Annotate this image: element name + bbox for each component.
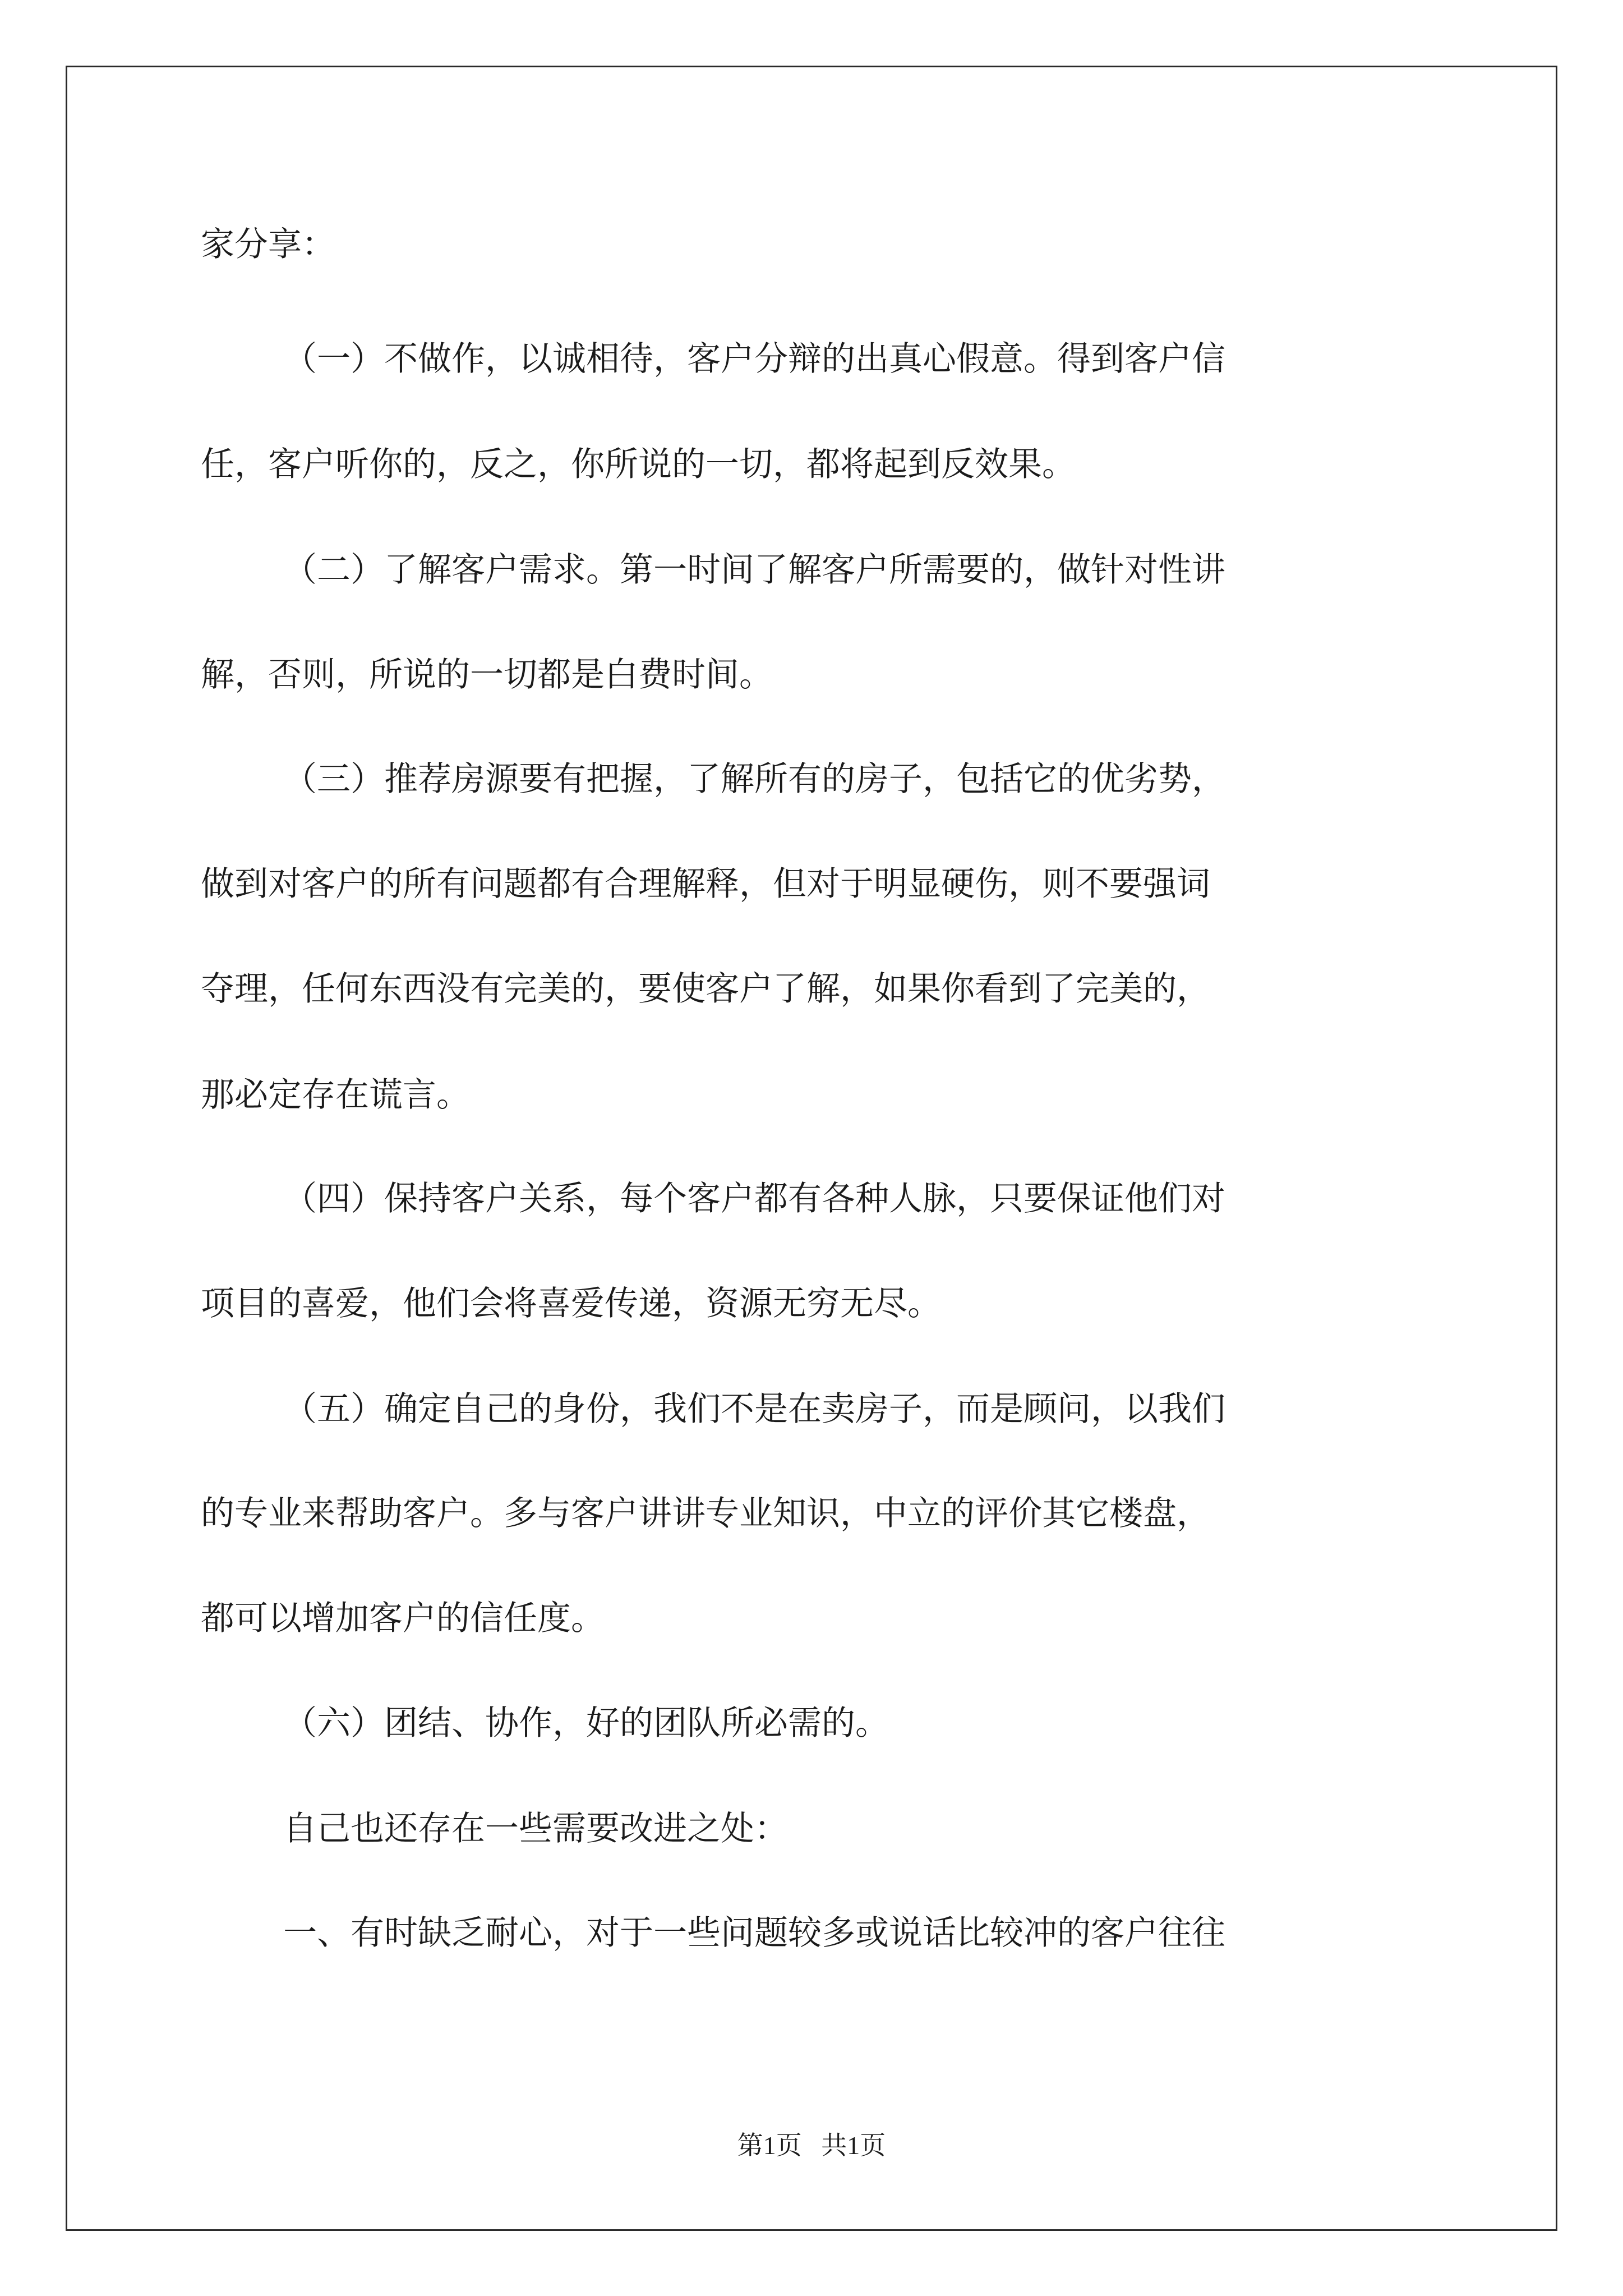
paragraph-line: 都可以增加客户的信任度。: [201, 1599, 605, 1638]
paragraph-line: （五）确定自己的身份，我们不是在卖房子，而是顾问，以我们: [283, 1389, 1225, 1429]
paragraph-line: （三）推荐房源要有把握，了解所有的房子，包括它的优劣势，: [283, 760, 1225, 799]
paragraph-line: 一、有时缺乏耐心，对于一些问题较多或说话比较冲的客户往往: [283, 1913, 1225, 1953]
paragraph-line: （四）保持客户关系，每个客户都有各种人脉，只要保证他们对: [283, 1179, 1225, 1218]
paragraph-line: 任，客户听你的，反之，你所说的一切，都将起到反效果。: [201, 445, 1076, 484]
paragraph-line: （六）团结、协作，好的团队所必需的。: [283, 1704, 889, 1743]
paragraph-line: 自己也还存在一些需要改进之处：: [283, 1809, 788, 1848]
paragraph-line: 家分享：: [201, 225, 335, 264]
paragraph-line: 那必定存在谎言。: [201, 1075, 470, 1115]
paragraph-line: 项目的喜爱，他们会将喜爱传递，资源无穷无尽。: [201, 1284, 941, 1323]
paragraph-line: 做到对客户的所有问题都有合理解释，但对于明显硬伤，则不要强词: [201, 864, 1210, 904]
paragraph-line: 的专业来帮助客户。多与客户讲讲专业知识，中立的评价其它楼盘，: [201, 1494, 1210, 1533]
page-border: [66, 66, 1557, 2231]
paragraph-line: （二）了解客户需求。第一时间了解客户所需要的，做针对性讲: [283, 550, 1225, 590]
paragraph-line: （一）不做作，以诚相待，客户分辩的出真心假意。得到客户信: [283, 339, 1225, 379]
paragraph-line: 夺理，任何东西没有完美的，要使客户了解，如果你看到了完美的，: [201, 969, 1210, 1009]
paragraph-line: 解，否则，所说的一切都是白费时间。: [201, 655, 773, 694]
page-footer: 第1页 共1页: [737, 2131, 886, 2160]
